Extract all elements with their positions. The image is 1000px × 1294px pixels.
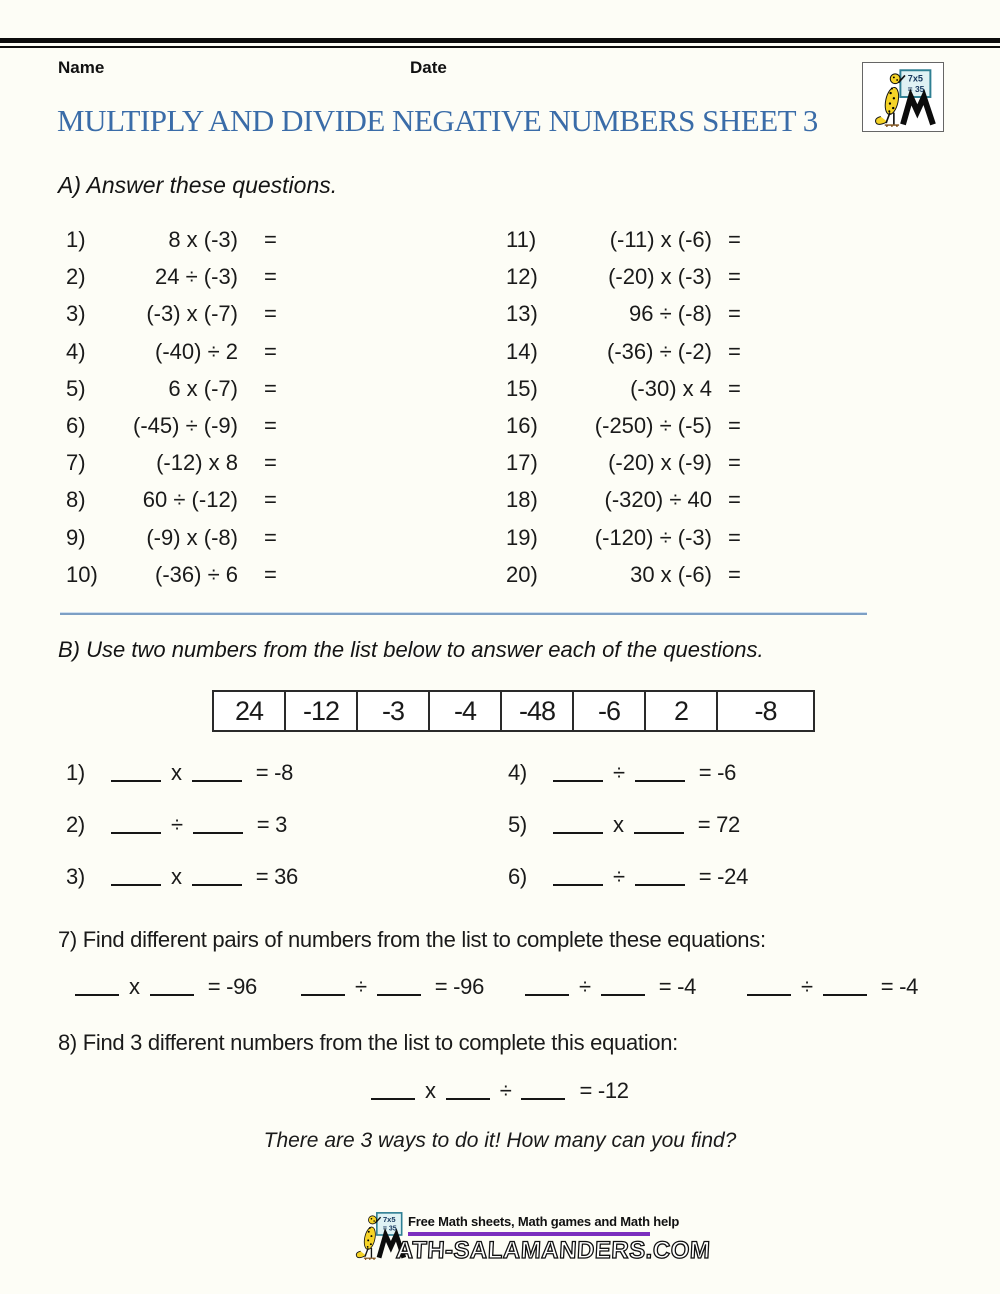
question-row xyxy=(66,333,277,370)
equals-sign: = xyxy=(728,264,741,290)
operator: x xyxy=(129,974,140,999)
equals-sign: = xyxy=(264,264,277,290)
footer-tagline: Free Math sheets, Math games and Math help xyxy=(408,1214,680,1229)
salamander-logo-icon xyxy=(868,67,938,127)
question-expression: (-320) ÷ 40 xyxy=(604,487,712,513)
answer-blank[interactable] xyxy=(553,816,603,834)
question-row xyxy=(66,370,277,407)
answer-blank[interactable] xyxy=(553,764,603,782)
svg-text:= 35: = 35 xyxy=(907,83,925,94)
question-number: 4) xyxy=(66,338,86,364)
equals-sign: = xyxy=(264,561,277,587)
question-number: 2) xyxy=(66,264,86,290)
equation-result: = -8 xyxy=(255,760,294,785)
top-rule-thick xyxy=(0,38,1000,43)
question-number: 15) xyxy=(506,375,538,401)
footer-site-text: ATH-SALAMANDERS.COM xyxy=(395,1236,712,1264)
equals-sign: = xyxy=(728,561,741,587)
question-row xyxy=(66,481,277,518)
question-number: 1) xyxy=(66,227,86,252)
logo-box xyxy=(862,62,944,132)
equation-result: = -24 xyxy=(698,864,749,889)
question-row xyxy=(66,221,277,258)
answer-blank[interactable] xyxy=(150,978,194,996)
equals-sign: = xyxy=(264,338,277,364)
operator: ÷ xyxy=(613,760,625,785)
question-number: 13) xyxy=(506,301,538,327)
question-number: 3) xyxy=(66,301,86,327)
answer-blank[interactable] xyxy=(525,978,569,996)
operator: ÷ xyxy=(355,974,367,999)
question-number: 9) xyxy=(66,524,86,550)
answer-blank[interactable] xyxy=(111,764,161,782)
operator: x xyxy=(171,864,182,889)
question-expression: (-30) x 4 xyxy=(630,375,712,401)
number-cell: -4 xyxy=(428,692,500,730)
question-number: 3) xyxy=(66,864,85,889)
equals-sign: = xyxy=(728,227,741,252)
answer-blank[interactable] xyxy=(192,764,242,782)
number-cell: -48 xyxy=(500,692,572,730)
equals-sign: = xyxy=(728,338,741,364)
answer-blank[interactable] xyxy=(301,978,345,996)
question-expression: 8 x (-3) xyxy=(168,227,238,252)
svg-text:7x5: 7x5 xyxy=(907,73,924,84)
equals-sign: = xyxy=(264,487,277,513)
section-a-heading: A) Answer these questions. xyxy=(58,172,338,198)
question-expression: 24 ÷ (-3) xyxy=(155,264,238,290)
section-b-left-column xyxy=(66,758,298,914)
question-expression: (-20) x (-3) xyxy=(608,264,712,290)
question-row xyxy=(506,556,741,593)
question-7-equation xyxy=(520,972,696,1002)
question-row xyxy=(506,295,741,332)
equals-sign: = xyxy=(728,301,741,327)
question-row xyxy=(506,258,741,295)
number-cell: -8 xyxy=(716,692,813,730)
question-number: 8) xyxy=(66,487,86,513)
number-cell: -12 xyxy=(284,692,356,730)
operator: ÷ xyxy=(579,974,591,999)
question-row xyxy=(506,333,741,370)
question-expression: (-3) x (-7) xyxy=(146,301,238,327)
fill-in-question-row xyxy=(508,862,748,914)
question-number: 6) xyxy=(66,412,86,438)
equals-sign: = xyxy=(264,524,277,550)
answer-blank[interactable] xyxy=(601,978,645,996)
question-row xyxy=(506,370,741,407)
answer-blank[interactable] xyxy=(635,764,685,782)
fill-in-question-row xyxy=(508,758,748,810)
question-expression: (-12) x 8 xyxy=(156,450,238,476)
question-number: 12) xyxy=(506,264,538,290)
equation-result: = -4 xyxy=(880,974,919,999)
section-a-left-column xyxy=(66,221,277,593)
operator: x xyxy=(613,812,624,837)
question-number: 5) xyxy=(66,375,86,401)
question-expression: (-45) ÷ (-9) xyxy=(133,412,238,438)
question-row xyxy=(506,519,741,556)
question-expression: 30 x (-6) xyxy=(630,561,712,587)
equation-result: = -6 xyxy=(698,760,737,785)
operator: ÷ xyxy=(801,974,813,999)
answer-blank[interactable] xyxy=(634,816,684,834)
equation-result: = -4 xyxy=(658,974,697,999)
answer-blank[interactable] xyxy=(635,868,685,886)
number-bank-table xyxy=(212,690,815,732)
question-7-equation xyxy=(70,972,257,1002)
equals-sign: = xyxy=(728,450,741,476)
svg-text:7x5: 7x5 xyxy=(382,1215,396,1225)
footer-logo xyxy=(352,1210,710,1265)
equation-result: = -12 xyxy=(579,1078,629,1103)
ways-note: There are 3 ways to do it! How many can you find? xyxy=(263,1129,737,1152)
equals-sign: = xyxy=(264,301,277,327)
footer-rule xyxy=(408,1232,650,1236)
question-number: 11) xyxy=(506,227,537,252)
equals-sign: = xyxy=(264,375,277,401)
question-row xyxy=(506,481,741,518)
question-expression: (-9) x (-8) xyxy=(146,524,238,550)
number-cell: 24 xyxy=(234,696,264,726)
question-expression: (-20) x (-9) xyxy=(608,450,712,476)
fill-in-question-row xyxy=(508,810,748,862)
equals-sign: = xyxy=(728,375,741,401)
question-expression: 60 ÷ (-12) xyxy=(142,487,238,513)
question-number: 1) xyxy=(66,760,85,785)
question-number: 17) xyxy=(506,450,538,476)
svg-text:= 35: = 35 xyxy=(382,1225,397,1233)
question-expression: 6 x (-7) xyxy=(168,375,238,401)
question-number: 16) xyxy=(506,412,538,438)
question-expression: (-40) ÷ 2 xyxy=(155,338,238,364)
operator: x xyxy=(171,760,182,785)
answer-blank[interactable] xyxy=(75,978,119,996)
question-row xyxy=(506,221,741,258)
equation-result: = 3 xyxy=(256,812,288,837)
answer-blank[interactable] xyxy=(192,868,242,886)
question-expression: (-120) ÷ (-3) xyxy=(594,524,712,550)
equals-sign: = xyxy=(728,487,741,513)
question-number: 18) xyxy=(506,487,538,513)
equals-sign: = xyxy=(264,412,277,438)
question-row xyxy=(66,556,277,593)
question-expression: (-11) x (-6) xyxy=(609,227,712,252)
answer-blank[interactable] xyxy=(371,1082,415,1100)
question-row xyxy=(506,407,741,444)
section-divider xyxy=(60,612,867,615)
answer-blank[interactable] xyxy=(823,978,867,996)
question-row xyxy=(66,407,277,444)
answer-blank[interactable] xyxy=(193,816,243,834)
question-row xyxy=(66,295,277,332)
question-number: 20) xyxy=(506,561,538,587)
equals-sign: = xyxy=(264,227,277,252)
question-number: 14) xyxy=(506,338,538,364)
operator: ÷ xyxy=(613,864,625,889)
equals-sign: = xyxy=(728,524,741,550)
section-a-right-column xyxy=(506,221,741,593)
question-number: 10) xyxy=(66,561,98,587)
question-expression: (-250) ÷ (-5) xyxy=(594,412,712,438)
question-8-equation xyxy=(366,1076,629,1106)
question-7-label: 7) Find different pairs of numbers from the list to complete these equations: xyxy=(58,927,766,952)
equals-sign: = xyxy=(728,412,741,438)
name-label: Name xyxy=(58,58,105,77)
fill-in-question-row xyxy=(66,810,298,862)
question-number: 4) xyxy=(508,760,527,785)
equation-result: = -96 xyxy=(434,974,485,999)
answer-blank[interactable] xyxy=(377,978,421,996)
answer-blank[interactable] xyxy=(111,868,161,886)
question-7-equation xyxy=(296,972,484,1002)
worksheet-title: MULTIPLY AND DIVIDE NEGATIVE NUMBERS SHEET 3 xyxy=(57,103,818,138)
operator: ÷ xyxy=(171,812,183,837)
equation-result: = 72 xyxy=(697,812,740,837)
fill-in-question-row xyxy=(66,862,298,914)
question-row xyxy=(66,444,277,481)
question-row xyxy=(506,444,741,481)
footer-text-column xyxy=(395,1214,712,1265)
top-rule-thin xyxy=(0,46,1000,48)
question-7-equation xyxy=(742,972,918,1002)
fill-in-question-row xyxy=(66,758,298,810)
answer-blank[interactable] xyxy=(521,1082,565,1100)
date-label: Date xyxy=(410,58,447,77)
question-expression: 96 ÷ (-8) xyxy=(629,301,712,327)
equation-result: = -96 xyxy=(207,974,257,999)
answer-blank[interactable] xyxy=(111,816,161,834)
section-b-heading: B) Use two numbers from the list below to answer each of the questions. xyxy=(58,637,764,662)
operator: ÷ xyxy=(499,1078,512,1103)
question-number: 6) xyxy=(508,864,527,889)
question-row xyxy=(66,258,277,295)
number-cell: 2 xyxy=(644,692,716,730)
section-b-right-column xyxy=(508,758,748,914)
question-8-label: 8) Find 3 different numbers from the list to complete this equation: xyxy=(58,1030,678,1055)
operator: x xyxy=(425,1078,436,1103)
answer-blank[interactable] xyxy=(446,1082,490,1100)
question-number: 7) xyxy=(66,450,86,476)
question-number: 2) xyxy=(66,812,85,837)
answer-blank[interactable] xyxy=(747,978,791,996)
equation-result: = 36 xyxy=(255,864,298,889)
answer-blank[interactable] xyxy=(553,868,603,886)
question-row xyxy=(66,519,277,556)
equals-sign: = xyxy=(264,450,277,476)
number-cell: -6 xyxy=(572,692,644,730)
question-expression: (-36) ÷ 6 xyxy=(155,561,238,587)
question-number: 19) xyxy=(506,524,538,550)
number-cell: -3 xyxy=(356,692,428,730)
question-expression: (-36) ÷ (-2) xyxy=(607,338,712,364)
question-number: 5) xyxy=(508,812,527,837)
